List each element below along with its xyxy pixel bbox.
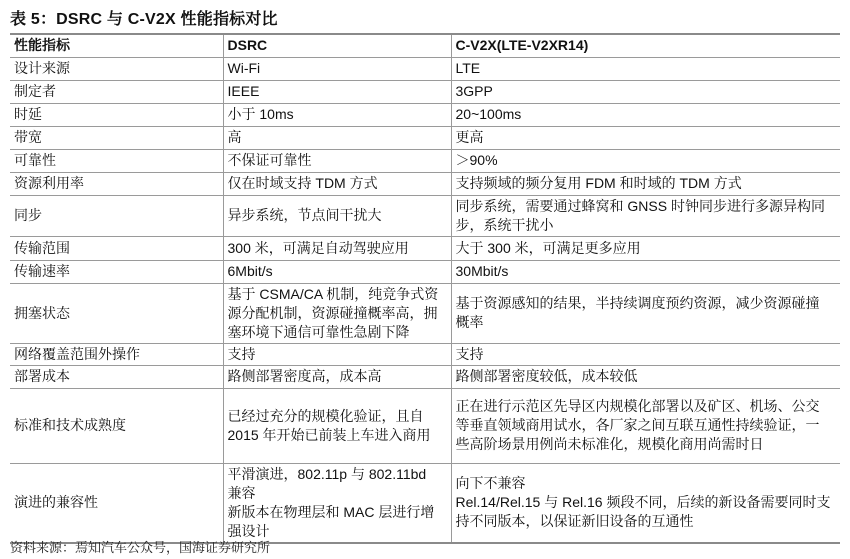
cell-metric: 传输速率: [10, 260, 223, 283]
cell-dsrc: 基于 CSMA/CA 机制，纯竞争式资源分配机制，资源碰撞概率高，拥塞环境下通信可靠性急剧下降: [223, 283, 451, 343]
cell-cv2x: 支持频域的频分复用 FDM 和时域的 TDM 方式: [451, 172, 840, 195]
table-row: [10, 463, 840, 543]
cell-metric: 设计来源: [10, 57, 223, 80]
table-title: 表 5：DSRC 与 C-V2X 性能指标对比: [10, 11, 278, 28]
cell-cv2x: 路侧部署密度较低，成本较低: [451, 365, 840, 388]
cell-dsrc: IEEE: [223, 80, 451, 103]
comparison-table: [10, 33, 840, 544]
cell-dsrc: 路侧部署密度高，成本高: [223, 365, 451, 388]
table-row: [10, 126, 840, 149]
cell-dsrc: 不保证可靠性: [223, 149, 451, 172]
cell-cv2x: 3GPP: [451, 80, 840, 103]
cell-cv2x: ＞90%: [451, 149, 840, 172]
cell-cv2x: 大于 300 米，可满足更多应用: [451, 236, 840, 260]
table-row: [10, 195, 840, 236]
cell-dsrc: 异步系统，节点间干扰大: [223, 195, 451, 236]
cell-line: 平滑演进，802.11p 与 802.11bd 兼容: [227, 465, 427, 501]
table-row: [10, 388, 840, 463]
cell-dsrc: 支持: [223, 343, 451, 365]
table-row: [10, 103, 840, 126]
cell-metric: 网络覆盖范围外操作: [10, 343, 223, 365]
cell-metric: 拥塞状态: [10, 283, 223, 343]
table-row: [10, 57, 840, 80]
source-note: 资料来源：焉知汽车公众号，国海证券研究所: [10, 540, 271, 555]
table-row: [10, 343, 840, 365]
cell-cv2x: 正在进行示范区先导区内规模化部署以及矿区、机场、公交等垂直领域商用试水，各厂家之间互联互通性持续验证，一些高阶场景用例尚未标准化，规模化商用尚需时日: [451, 388, 840, 463]
table-row: [10, 149, 840, 172]
cell-metric: 可靠性: [10, 149, 223, 172]
header-dsrc: DSRC: [223, 34, 451, 57]
cell-line: 新版本在物理层和 MAC 层进行增强设计: [227, 503, 435, 539]
table-row: [10, 365, 840, 388]
cell-dsrc: Wi-Fi: [223, 57, 451, 80]
cell-cv2x: 支持: [451, 343, 840, 365]
cell-dsrc: 已经过充分的规模化验证，且自 2015 年开始已前装上车进入商用: [223, 388, 451, 463]
header-metric: 性能指标: [10, 34, 223, 57]
table-row: [10, 236, 840, 260]
cell-cv2x: LTE: [451, 57, 840, 80]
cell-dsrc: [223, 463, 451, 543]
cell-metric: 标准和技术成熟度: [10, 388, 223, 463]
cell-line: Rel.14/Rel.15 与 Rel.16 频段不同，后续的新设备需要同时支持不同版本，以保证新旧设备的互通性: [455, 494, 831, 529]
cell-cv2x: 同步系统，需要通过蜂窝和 GNSS 时钟同步进行多源异构同步，系统干扰小: [451, 195, 840, 236]
cell-cv2x: 30Mbit/s: [451, 260, 840, 283]
cell-dsrc: 高: [223, 126, 451, 149]
table-row: [10, 172, 840, 195]
cell-line: 向下不兼容: [455, 475, 526, 491]
cell-metric: 时延: [10, 103, 223, 126]
cell-cv2x: 更高: [451, 126, 840, 149]
cell-cv2x: [451, 463, 840, 543]
cell-dsrc: 小于 10ms: [223, 103, 451, 126]
cell-metric: 资源利用率: [10, 172, 223, 195]
table-row: [10, 283, 840, 343]
cell-cv2x: 20~100ms: [451, 103, 840, 126]
cell-metric: 演进的兼容性: [10, 463, 223, 543]
table-row: [10, 260, 840, 283]
cell-dsrc: 300 米，可满足自动驾驶应用: [223, 236, 451, 260]
header-cv2x: C-V2X(LTE-V2XR14): [451, 34, 840, 57]
cell-metric: 传输范围: [10, 236, 223, 260]
cell-metric: 制定者: [10, 80, 223, 103]
cell-metric: 带宽: [10, 126, 223, 149]
cell-dsrc: 仅在时域支持 TDM 方式: [223, 172, 451, 195]
cell-dsrc: 6Mbit/s: [223, 260, 451, 283]
cell-cv2x: 基于资源感知的结果，半持续调度预约资源，减少资源碰撞概率: [451, 283, 840, 343]
header-row: [10, 34, 840, 57]
table-row: [10, 80, 840, 103]
cell-metric: 部署成本: [10, 365, 223, 388]
cell-metric: 同步: [10, 195, 223, 236]
